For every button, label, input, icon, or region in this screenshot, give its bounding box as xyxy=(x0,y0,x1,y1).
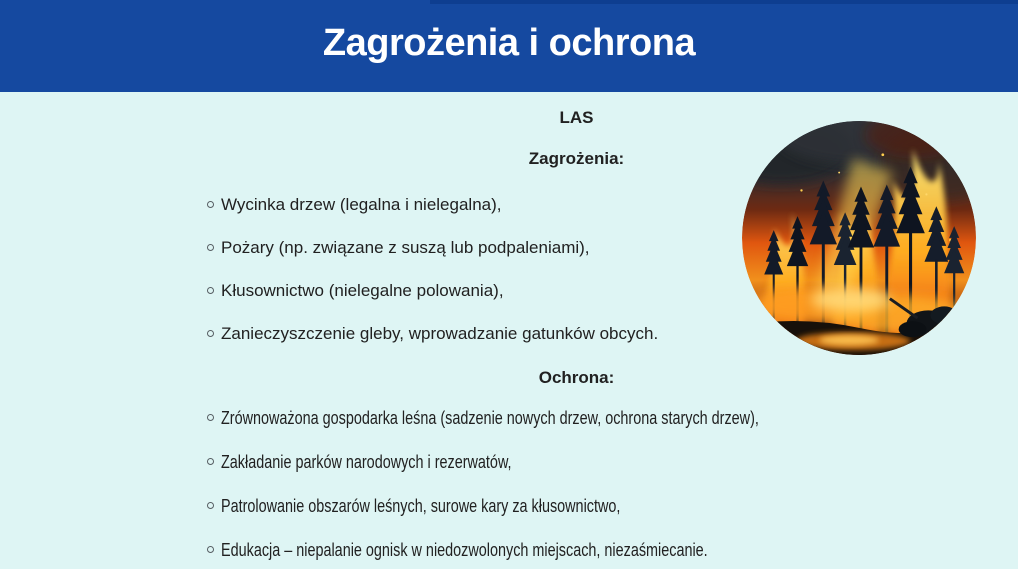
protection-heading: Ochrona: xyxy=(538,368,615,387)
list-item xyxy=(207,452,1018,473)
page-title: Zagrożenia i ochrona xyxy=(322,21,696,64)
header-banner xyxy=(0,0,1018,92)
list-item xyxy=(207,496,1018,517)
forest-fire-photo xyxy=(742,121,976,355)
list-item xyxy=(207,540,1018,561)
list-item-text: Kłusownictwo (nielegalne polowania), xyxy=(221,281,504,300)
list-item-text: Zakładanie parków narodowych i rezerwatów, xyxy=(221,452,512,472)
section-title: LAS xyxy=(559,108,594,127)
header-top-strip xyxy=(430,0,1018,4)
list-item-text: Zanieczyszczenie gleby, wprowadzanie gatunków obcych. xyxy=(221,324,659,343)
list-item xyxy=(207,408,1018,429)
circle-bullet-icon xyxy=(207,414,214,421)
circle-bullet-icon xyxy=(207,330,214,337)
circle-bullet-icon xyxy=(207,244,214,251)
list-item-text: Pożary (np. związane z suszą lub podpaleniami), xyxy=(221,238,590,257)
circle-bullet-icon xyxy=(207,502,214,509)
protection-list xyxy=(135,408,1018,561)
list-item-text: Patrolowanie obszarów leśnych, surowe kary za kłusownictwo, xyxy=(221,496,621,516)
list-item-text: Wycinka drzew (legalna i nielegalna), xyxy=(221,195,502,214)
forest-fire-illustration xyxy=(742,121,976,355)
list-item-text: Edukacja – niepalanie ognisk w niedozwolonych miejscach, niezaśmiecanie. xyxy=(221,540,708,560)
circle-bullet-icon xyxy=(207,287,214,294)
circle-bullet-icon xyxy=(207,546,214,553)
content-area xyxy=(135,92,1018,569)
threats-heading: Zagrożenia: xyxy=(528,149,625,168)
circle-bullet-icon xyxy=(207,201,214,208)
list-item-text: Zrównoważona gospodarka leśna (sadzenie nowych drzew, ochrona starych drzew), xyxy=(221,408,759,428)
circle-bullet-icon xyxy=(207,458,214,465)
